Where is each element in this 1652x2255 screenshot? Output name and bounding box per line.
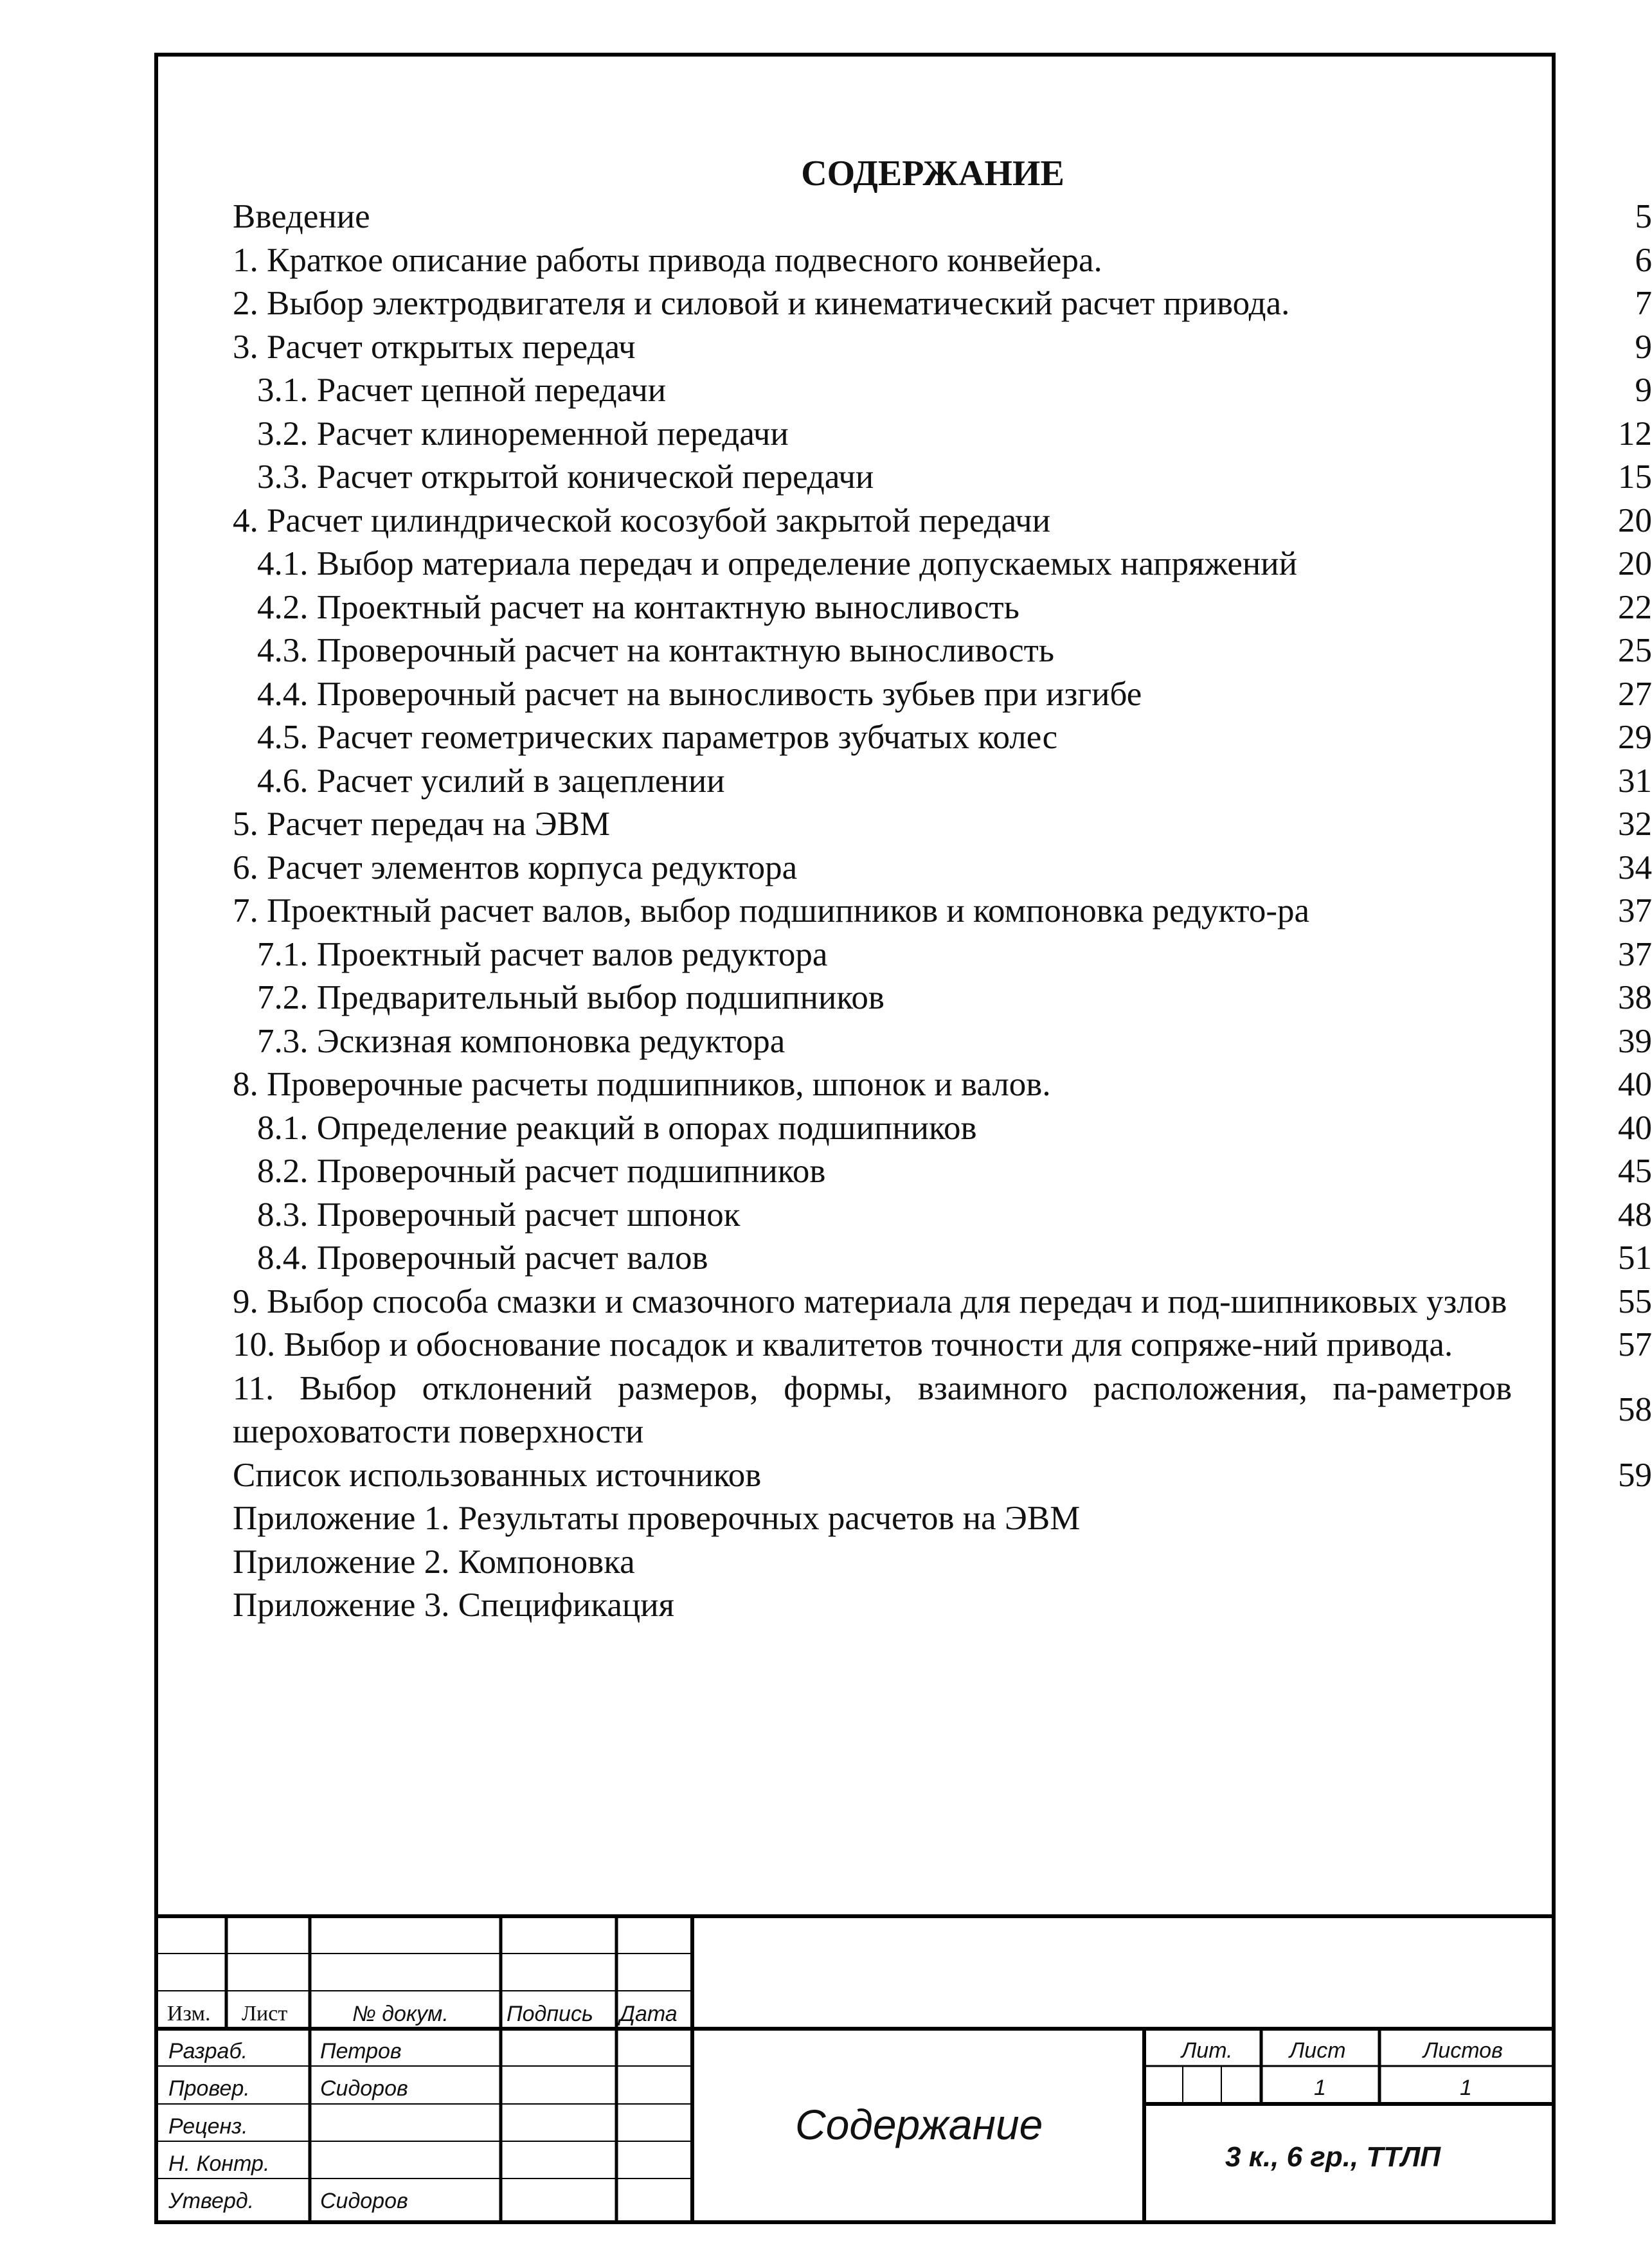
toc-entry-text: 7. Проектный расчет валов, выбор подшипников и компоновка редукто-ра <box>233 892 1310 930</box>
toc-entry-text: 6. Расчет элементов корпуса редуктора <box>233 849 798 886</box>
stamp-document-title: Содержание <box>795 2101 1043 2148</box>
toc-entry-text: 4. Расчет цилиндрической косозубой закрытой передачи <box>233 501 1051 539</box>
toc-entry-page: 40 <box>1618 1066 1652 1103</box>
toc-entry <box>233 1584 1652 1628</box>
toc-list <box>233 195 1652 1628</box>
toc-entry <box>233 369 1652 413</box>
toc-entry-page: 40 <box>1618 1109 1652 1147</box>
stamp-razrab-label: Разраб. <box>168 2039 248 2063</box>
toc-entry-page: 5 <box>1635 198 1652 235</box>
toc-entry <box>233 847 1652 890</box>
stamp-list-label: Лист <box>242 2002 288 2026</box>
toc-entry-text: 4.2. Проектный расчет на контактную выносливость <box>257 588 1019 626</box>
stamp-utverd-name: Сидоров <box>320 2189 408 2213</box>
toc-entry-page: 57 <box>1618 1326 1652 1363</box>
toc-entry-page: 31 <box>1618 762 1652 800</box>
toc-entry-text: 8.2. Проверочный расчет подшипников <box>257 1153 826 1190</box>
toc-entry-text: 8.1. Определение реакций в опорах подшипников <box>257 1109 977 1147</box>
toc-entry <box>233 976 1652 1020</box>
toc-entry-text: 4.5. Расчет геометрических параметров зубчатых колес <box>257 719 1058 756</box>
toc-entry-page: 34 <box>1618 849 1652 886</box>
toc-entry <box>233 760 1652 804</box>
toc-entry <box>233 673 1652 717</box>
stamp-prover-label: Провер. <box>168 2076 250 2101</box>
toc-entry-page: 27 <box>1618 675 1652 713</box>
stamp-n-kontr-label: Н. Контр. <box>168 2152 270 2176</box>
stamp-sheet-label: Лист <box>1289 2038 1346 2063</box>
toc-entry <box>233 456 1652 499</box>
toc-entry <box>233 543 1652 586</box>
toc-entry-page: 29 <box>1618 719 1652 756</box>
drawing-frame <box>154 53 1652 2224</box>
stamp-prover-name: Сидоров <box>320 2076 408 2101</box>
stamp-razrab-name: Петров <box>320 2039 402 2063</box>
toc-entry-text: 4.4. Проверочный расчет на выносливость зубьев при изгибе <box>257 675 1142 713</box>
toc-entry-page: 12 <box>1618 415 1652 453</box>
toc-entry <box>233 1020 1652 1064</box>
toc-entry-text: Приложение 3. Спецификация <box>233 1586 674 1624</box>
stamp-doc-no-label: № докум. <box>352 2002 449 2026</box>
toc-entry <box>233 586 1652 630</box>
toc-entry-page: 38 <box>1618 979 1652 1016</box>
toc-entry-text: 2. Выбор электродвигателя и силовой и кинематический расчет привода. <box>233 285 1290 322</box>
stamp-sheets-value: 1 <box>1460 2076 1472 2100</box>
toc-entry <box>233 1063 1652 1107</box>
toc-entry-page: 32 <box>1618 805 1652 843</box>
toc-entry <box>233 1237 1652 1280</box>
toc-entry <box>233 413 1652 456</box>
toc-entry-page: 59 <box>1618 1456 1652 1494</box>
toc-entry-page: 9 <box>1635 372 1652 409</box>
toc-entry-page: 7 <box>1635 285 1652 322</box>
toc-entry <box>233 890 1652 933</box>
toc-entry-page: 51 <box>1618 1239 1652 1277</box>
toc-entry <box>233 1454 1652 1498</box>
stamp-utverd-label: Утверд. <box>168 2189 255 2213</box>
stamp-group: 3 к., 6 гр., ТТЛП <box>1225 2141 1441 2173</box>
toc-entry <box>233 1107 1652 1151</box>
toc-entry-text: 8.3. Проверочный расчет шпонок <box>257 1196 741 1234</box>
stamp-date-label: Дата <box>620 2002 678 2026</box>
toc-entry-page: 58 <box>1618 1391 1652 1429</box>
toc-entry <box>233 716 1652 760</box>
toc-entry-text: 3.3. Расчет открытой конической передачи <box>257 458 874 496</box>
toc-entry <box>233 282 1652 326</box>
toc-entry-page: 48 <box>1618 1196 1652 1234</box>
stamp-lit-label: Лит. <box>1181 2038 1233 2063</box>
toc-entry-text: Приложение 1. Результаты проверочных расчетов на ЭВМ <box>233 1500 1081 1537</box>
toc-entry-text: 10. Выбор и обоснование посадок и квалитетов точности для сопряже-ний привода. <box>233 1326 1453 1363</box>
title-block <box>158 1916 1552 2220</box>
toc-entry-text: Приложение 2. Компоновка <box>233 1543 635 1581</box>
toc-entry-page: 22 <box>1618 588 1652 626</box>
stamp-sheets-label: Листов <box>1423 2038 1503 2063</box>
toc-entry-text: 3. Расчет открытых передач <box>233 328 636 366</box>
toc-entry <box>233 1324 1652 1367</box>
stamp-izm-label: Изм. <box>167 2002 211 2026</box>
toc-entry-text: 4.1. Выбор материала передач и определение допускаемых напряжений <box>257 545 1297 582</box>
toc-entry-page: 45 <box>1618 1153 1652 1190</box>
toc-entry-page: 37 <box>1618 935 1652 973</box>
toc-entry-text: 5. Расчет передач на ЭВМ <box>233 805 611 843</box>
toc-entry-text: 9. Выбор способа смазки и смазочного материала для передач и под-шипниковых узлов <box>233 1282 1507 1320</box>
toc-entry-text: 1. Краткое описание работы привода подвесного конвейера. <box>233 241 1102 279</box>
toc-entry-text: Список использованных источников <box>233 1456 762 1494</box>
stamp-recenz-label: Реценз. <box>168 2114 248 2139</box>
title-block-grid <box>158 1916 1552 2220</box>
stamp-sheet-value: 1 <box>1314 2076 1326 2100</box>
toc-entry <box>233 499 1652 543</box>
toc-entry <box>233 1194 1652 1237</box>
toc-entry <box>233 1280 1652 1324</box>
toc-entry-text: 3.1. Расчет цепной передачи <box>257 372 667 409</box>
toc-entry-text: 7.1. Проектный расчет валов редуктора <box>257 935 828 973</box>
toc-entry <box>233 1497 1652 1541</box>
table-of-contents <box>233 152 1652 1628</box>
toc-entry-text: 8. Проверочные расчеты подшипников, шпонок и валов. <box>233 1066 1051 1103</box>
toc-entry <box>233 933 1652 977</box>
toc-entry-text: 3.2. Расчет клиноременной передачи <box>257 415 789 453</box>
toc-entry-page: 25 <box>1618 632 1652 669</box>
stamp-signature-label: Подпись <box>507 2002 593 2026</box>
toc-title: СОДЕРЖАНИЕ <box>801 154 1064 193</box>
toc-entry-page: 15 <box>1618 458 1652 496</box>
toc-entry-page: 55 <box>1618 1282 1652 1320</box>
toc-entry-page: 9 <box>1635 328 1652 366</box>
toc-entry-page: 20 <box>1618 501 1652 539</box>
toc-entry-text: 7.3. Эскизная компоновка редуктора <box>257 1022 786 1060</box>
toc-entry-text: 11. Выбор отклонений размеров, формы, взаимного расположения, па-раметров шероховатости поверхности <box>233 1369 1512 1450</box>
toc-entry-text: Введение <box>233 198 370 235</box>
toc-entry-page: 37 <box>1618 892 1652 930</box>
toc-entry <box>233 629 1652 673</box>
toc-entry <box>233 803 1652 847</box>
toc-entry <box>233 1367 1652 1454</box>
toc-entry-text: 7.2. Предварительный выбор подшипников <box>257 979 884 1016</box>
toc-entry-page: 39 <box>1618 1022 1652 1060</box>
toc-entry <box>233 326 1652 370</box>
toc-entry-page: 6 <box>1635 241 1652 279</box>
toc-entry-text: 4.3. Проверочный расчет на контактную выносливость <box>257 632 1055 669</box>
toc-entry <box>233 239 1652 283</box>
toc-entry <box>233 195 1652 239</box>
toc-entry-text: 8.4. Проверочный расчет валов <box>257 1239 708 1277</box>
toc-entry <box>233 1150 1652 1194</box>
toc-entry <box>233 1541 1652 1585</box>
toc-entry-text: 4.6. Расчет усилий в зацеплении <box>257 762 725 800</box>
toc-entry-page: 20 <box>1618 545 1652 582</box>
